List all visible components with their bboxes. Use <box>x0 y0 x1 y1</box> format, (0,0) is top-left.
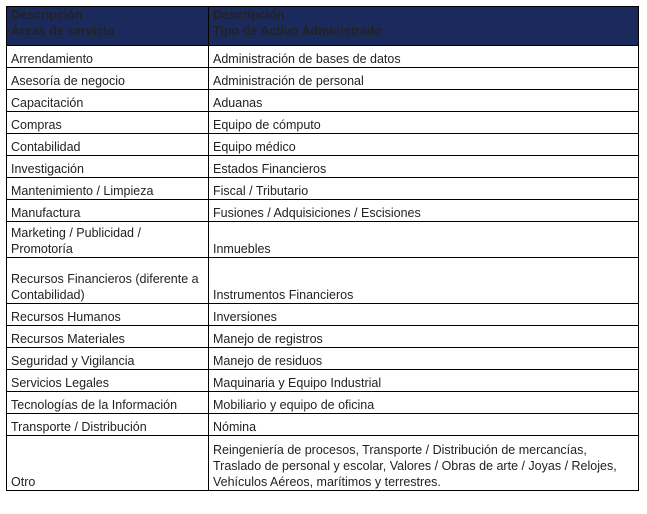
table-row <box>7 90 639 112</box>
area-cell: Transporte / Distribución <box>7 414 209 436</box>
header-asset-type: Descripción Tipo de Activo Administrado <box>209 7 639 46</box>
area-cell: Marketing / Publicidad / Promotoría <box>7 222 209 258</box>
table-row <box>7 304 639 326</box>
table-row <box>7 112 639 134</box>
table-row <box>7 370 639 392</box>
area-cell: Recursos Materiales <box>7 326 209 348</box>
table-row <box>7 46 639 68</box>
asset-cell: Instrumentos Financieros <box>209 258 639 304</box>
asset-cell: Administración de personal <box>209 68 639 90</box>
area-cell: Arrendamiento <box>7 46 209 68</box>
table-row <box>7 392 639 414</box>
area-cell: Recursos Financieros (diferente a Contabilidad) <box>7 258 209 304</box>
asset-cell: Administración de bases de datos <box>209 46 639 68</box>
table-row <box>7 436 639 491</box>
asset-cell: Reingeniería de procesos, Transporte / Distribución de mercancías, Traslado de personal y escolar, Valores / Obras de arte / Joyas / Relojes, Vehículos Aéreos, marítimos y terrestres. <box>209 436 639 491</box>
asset-cell: Nómina <box>209 414 639 436</box>
area-cell: Servicios Legales <box>7 370 209 392</box>
table-row <box>7 326 639 348</box>
asset-cell: Equipo médico <box>209 134 639 156</box>
asset-cell: Maquinaria y Equipo Industrial <box>209 370 639 392</box>
area-cell: Manufactura <box>7 200 209 222</box>
table-row <box>7 414 639 436</box>
asset-cell: Manejo de registros <box>209 326 639 348</box>
table-row <box>7 68 639 90</box>
service-areas-table <box>6 6 639 491</box>
asset-cell: Manejo de residuos <box>209 348 639 370</box>
table-row <box>7 200 639 222</box>
asset-cell: Inmuebles <box>209 222 639 258</box>
area-cell: Recursos Humanos <box>7 304 209 326</box>
asset-cell: Equipo de cómputo <box>209 112 639 134</box>
table-row <box>7 156 639 178</box>
area-cell: Contabilidad <box>7 134 209 156</box>
area-cell: Tecnologías de la Información <box>7 392 209 414</box>
table-row <box>7 258 639 304</box>
area-cell: Otro <box>7 436 209 491</box>
asset-cell: Mobiliario y equipo de oficina <box>209 392 639 414</box>
header-row <box>7 7 639 46</box>
table-row <box>7 222 639 258</box>
table-row <box>7 134 639 156</box>
table-row <box>7 348 639 370</box>
table-row <box>7 178 639 200</box>
area-cell: Mantenimiento / Limpieza <box>7 178 209 200</box>
area-cell: Asesoría de negocio <box>7 68 209 90</box>
area-cell: Capacitación <box>7 90 209 112</box>
asset-cell: Inversiones <box>209 304 639 326</box>
asset-cell: Estados Financieros <box>209 156 639 178</box>
asset-cell: Fiscal / Tributario <box>209 178 639 200</box>
area-cell: Compras <box>7 112 209 134</box>
asset-cell: Fusiones / Adquisiciones / Escisiones <box>209 200 639 222</box>
header-service-areas: Descripción Áreas de servicio <box>7 7 209 46</box>
asset-cell: Aduanas <box>209 90 639 112</box>
area-cell: Investigación <box>7 156 209 178</box>
area-cell: Seguridad y Vigilancia <box>7 348 209 370</box>
